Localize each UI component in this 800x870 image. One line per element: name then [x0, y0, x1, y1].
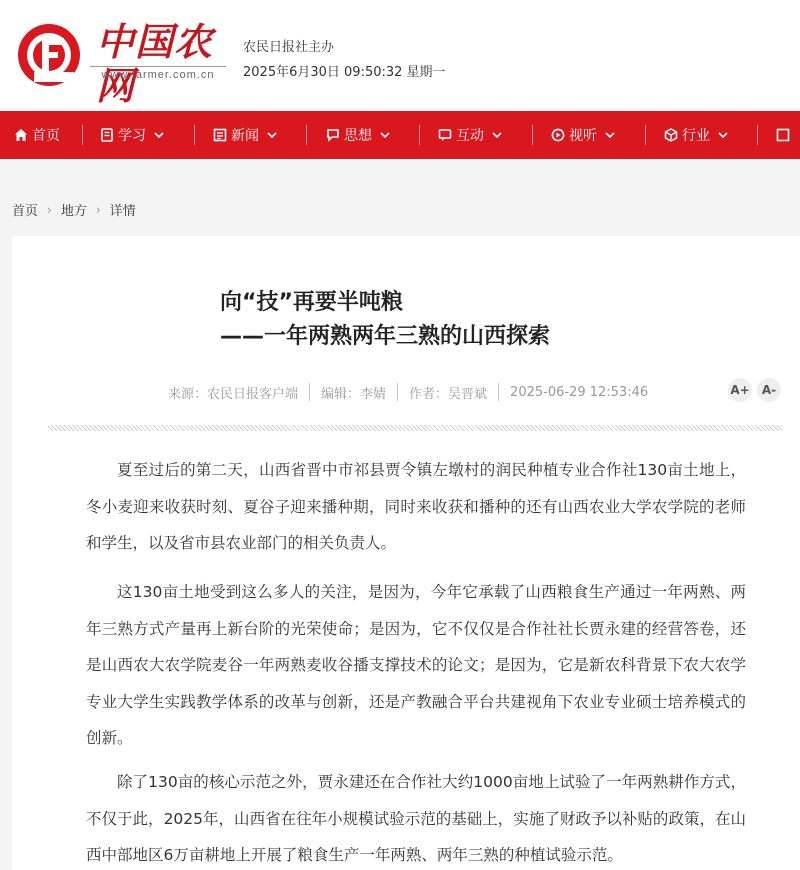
breadcrumb-local[interactable]: 地方 — [60, 204, 87, 219]
site-header — [0, 0, 800, 111]
chevron-down-icon — [605, 130, 615, 140]
chevron-down-icon — [380, 130, 390, 140]
nav-divider — [532, 125, 533, 145]
article-source: 来源：农民日报客户端 — [168, 386, 299, 402]
nav-divider — [82, 125, 83, 145]
thought-icon — [326, 128, 340, 142]
font-decrease-button[interactable]: A- — [757, 378, 781, 402]
article-meta — [168, 382, 648, 402]
breadcrumb — [12, 200, 136, 219]
org-label: 农民日报社主办 — [243, 40, 335, 55]
meta-divider — [397, 383, 398, 401]
nav-divider — [757, 125, 758, 145]
chevron-down-icon — [492, 130, 502, 140]
chevron-down-icon — [718, 130, 728, 140]
meta-divider — [309, 383, 310, 401]
article-paragraph: 这130亩土地受到这么多人的关注，是因为，今年它承载了山西粮食生产通过一年两熟、两年三熟方式产量再上新台阶的光荣使命；是因为，它不仅仅是合作社社长贾永建的经营答卷，还是山西农大农学院麦谷一年两熟麦收谷播支撑技术的论文；是因为，它是新农科背景下农大农学专业大学生实践教学体系的改革与创新，还是产教融合平台共建视角下农业专业硕士培养模式的创新。 — [86, 583, 746, 747]
article-paragraph: 除了130亩的核心示范之外，贾永建还在合作社大约1000亩地上试验了一年两熟耕作方式，不仅于此，2025年，山西省在往年小规模试验示范的基础上，实施了财政予以补贴的政策，在山西中部地区6万亩耕地上开展了粮食生产一年两熟、两年三熟的种植试验示范。 — [86, 773, 746, 864]
more-icon — [776, 128, 790, 142]
chevron-down-icon — [267, 130, 277, 140]
title-line-2: ——一年两熟两年三熟的山西探索 — [220, 324, 551, 349]
nav-divider — [194, 125, 195, 145]
news-icon — [213, 128, 227, 142]
nav-item-industry[interactable]: 行业 — [664, 111, 728, 159]
play-icon — [551, 128, 565, 142]
article-date: 2025-06-29 12:53:46 — [510, 384, 649, 400]
chevron-right-icon: › — [47, 202, 52, 217]
chat-icon — [438, 128, 452, 142]
cube-icon — [664, 128, 678, 142]
article-author: 作者：吴晋斌 — [409, 386, 488, 402]
nav-divider — [645, 125, 646, 145]
logo-icon[interactable] — [16, 22, 82, 88]
font-increase-button[interactable]: A+ — [728, 378, 752, 402]
main-nav — [0, 111, 800, 159]
meta-divider — [498, 383, 499, 401]
nav-item-media[interactable]: 视听 — [551, 111, 615, 159]
nav-item-news[interactable]: 新闻 — [213, 111, 277, 159]
logo-url: www.farmer.com.cn — [90, 66, 226, 82]
nav-item-thought[interactable]: 思想 — [326, 111, 390, 159]
book-icon — [100, 128, 114, 142]
title-line-1: 向“技”再要半吨粮 — [220, 290, 403, 315]
chevron-down-icon — [154, 130, 164, 140]
nav-divider — [306, 125, 307, 145]
home-icon — [14, 128, 28, 142]
chevron-right-icon: › — [95, 202, 101, 217]
nav-item-study[interactable]: 学习 — [100, 111, 164, 159]
logo-wordmark[interactable]: 中国农网 — [96, 19, 214, 108]
breadcrumb-home[interactable]: 首页 — [12, 204, 39, 219]
nav-item-home[interactable]: 首页 — [14, 111, 60, 159]
nav-item-more[interactable] — [776, 111, 794, 159]
nav-item-interact[interactable]: 互动 — [438, 111, 502, 159]
article-title — [220, 286, 550, 354]
nav-divider — [419, 125, 420, 145]
article-paragraph: 夏至过后的第二天，山西省晋中市祁县贾令镇左墩村的润民种植专业合作社130亩土地上，冬小麦迎来收获时刻、夏谷子迎来播种期，同时来收获和播种的还有山西农业大学农学院的老师和学生，以及省市县农业部门的相关负责人。 — [86, 461, 746, 552]
article-editor: 编辑：李婧 — [321, 386, 387, 402]
datetime: 2025年6月30日 09:50:32 星期一 — [243, 65, 446, 80]
breadcrumb-current: 详情 — [109, 204, 136, 219]
hatched-divider — [48, 425, 782, 431]
